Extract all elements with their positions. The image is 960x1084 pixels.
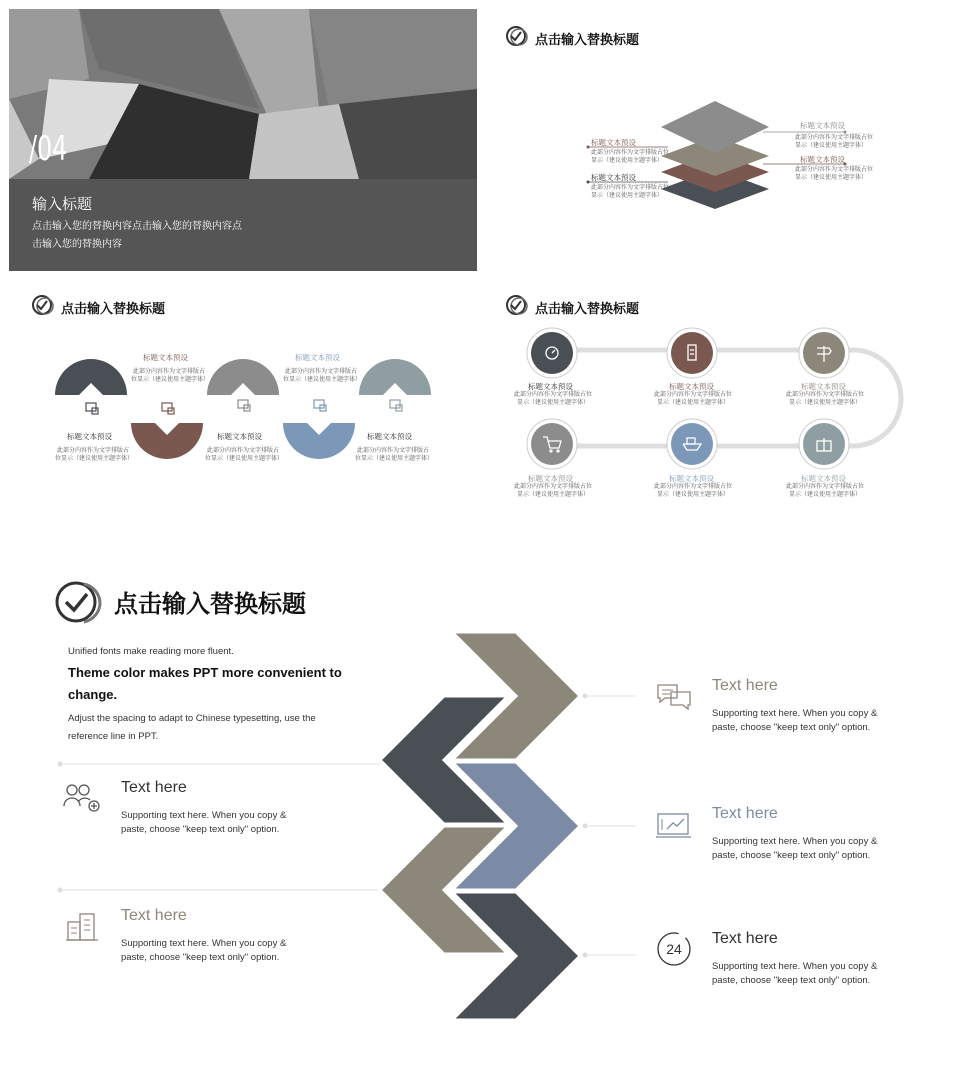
users-icon xyxy=(62,782,102,814)
item-label: 标题文本预设 xyxy=(801,474,846,483)
item-title: Text here xyxy=(121,779,187,796)
item-label: 标题文本预设 xyxy=(669,474,714,483)
item-title: Text here xyxy=(712,677,778,694)
cover-desc: 点击输入您的替换内容点击输入您的替换内容点击输入您的替换内容 xyxy=(32,221,242,250)
item-desc: 此部分内容作为文字排版占位显示（建议使用主题字体） xyxy=(653,391,732,406)
slide-layers xyxy=(483,9,951,271)
main-heading: 点击输入替换标题 xyxy=(114,590,306,618)
layer-desc: 此部分内容作为文字排版占位显示（建议使用主题字体） xyxy=(591,149,670,164)
item-desc: 此部分内容作为文字排版占位显示（建议使用主题字体） xyxy=(513,391,592,406)
device-icon xyxy=(86,400,402,414)
layer-desc: 此部分内容作为文字排版占位显示（建议使用主题字体） xyxy=(591,184,670,199)
layer-label: 标题文本预设 xyxy=(591,173,636,182)
cover-slide xyxy=(9,9,477,271)
item-desc: Supporting text here. When you copy & paste, choose "keep text only" option. xyxy=(712,708,878,733)
item-label: 标题文本预设 xyxy=(367,432,412,441)
clock-label: 24 xyxy=(666,941,682,957)
item-label: 标题文本预设 xyxy=(217,432,262,441)
item-label: 标题文本预设 xyxy=(528,474,573,483)
item-desc: 此部分内容作为文字排版占位显示（建议使用主题字体） xyxy=(131,368,210,383)
check-logo-icon xyxy=(505,294,529,316)
layer-label: 标题文本预设 xyxy=(800,155,845,164)
item-desc: 此部分内容作为文字排版占位显示（建议使用主题字体） xyxy=(205,447,284,462)
section-heading: 点击输入替换标题 xyxy=(535,302,640,317)
section-heading: 点击输入替换标题 xyxy=(535,33,640,48)
cover-texture-image xyxy=(9,9,477,179)
cover-text-panel xyxy=(9,179,477,271)
slide-halfcircles xyxy=(9,280,477,510)
item-desc: 此部分内容作为文字排版占位显示（建议使用主题字体） xyxy=(513,483,592,498)
building-icon xyxy=(64,908,100,944)
section-heading: 点击输入替换标题 xyxy=(61,302,166,317)
item-label: 标题文本预设 xyxy=(143,353,188,362)
slide-chevrons xyxy=(0,560,960,1084)
item-title: Text here xyxy=(121,907,187,924)
layer-label: 标题文本预设 xyxy=(591,138,636,147)
item-desc: Supporting text here. When you copy & paste, choose "keep text only" option. xyxy=(121,938,287,963)
intro-line-3: Adjust the spacing to adapt to Chinese typesetting, use the reference line in PPT. xyxy=(68,713,316,742)
item-desc: Supporting text here. When you copy & paste, choose "keep text only" option. xyxy=(712,836,878,861)
cover-title: 输入标题 xyxy=(32,195,93,213)
layer-stack-diagram xyxy=(483,94,951,244)
item-title: Text here xyxy=(712,930,778,947)
item-title: Text here xyxy=(712,805,778,822)
item-desc: 此部分内容作为文字排版占位显示（建议使用主题字体） xyxy=(785,483,864,498)
intro-line-2: Theme color makes PPT more convenient to change. xyxy=(68,665,342,702)
item-label: 标题文本预设 xyxy=(295,353,340,362)
chat-bubbles-icon xyxy=(655,682,693,712)
item-label: 标题文本预设 xyxy=(669,382,714,391)
slide-circleflow xyxy=(483,280,951,510)
item-label: 标题文本预设 xyxy=(67,432,112,441)
item-desc: 此部分内容作为文字排版占位显示（建议使用主题字体） xyxy=(785,391,864,406)
item-desc: 此部分内容作为文字排版占位显示（建议使用主题字体） xyxy=(55,447,134,462)
item-label: 标题文本预设 xyxy=(528,382,573,391)
item-desc: Supporting text here. When you copy & paste, choose "keep text only" option. xyxy=(712,961,878,986)
item-label: 标题文本预设 xyxy=(801,382,846,391)
analytics-screen-icon xyxy=(655,811,693,841)
intro-line-1: Unified fonts make reading more fluent. xyxy=(68,646,234,657)
item-desc: 此部分内容作为文字排版占位显示（建议使用主题字体） xyxy=(355,447,434,462)
item-desc: 此部分内容作为文字排版占位显示（建议使用主题字体） xyxy=(283,368,362,383)
cover-number: /04 xyxy=(29,129,68,169)
check-logo-icon xyxy=(31,294,55,316)
item-desc: 此部分内容作为文字排版占位显示（建议使用主题字体） xyxy=(653,483,732,498)
layer-label: 标题文本预设 xyxy=(800,121,845,130)
clock-24-icon xyxy=(654,929,694,969)
layer-desc: 此部分内容作为文字排版占位显示（建议使用主题字体） xyxy=(795,134,874,149)
layer-desc: 此部分内容作为文字排版占位显示（建议使用主题字体） xyxy=(795,166,874,181)
check-logo-icon xyxy=(505,25,529,47)
item-desc: Supporting text here. When you copy & paste, choose "keep text only" option. xyxy=(121,810,287,835)
